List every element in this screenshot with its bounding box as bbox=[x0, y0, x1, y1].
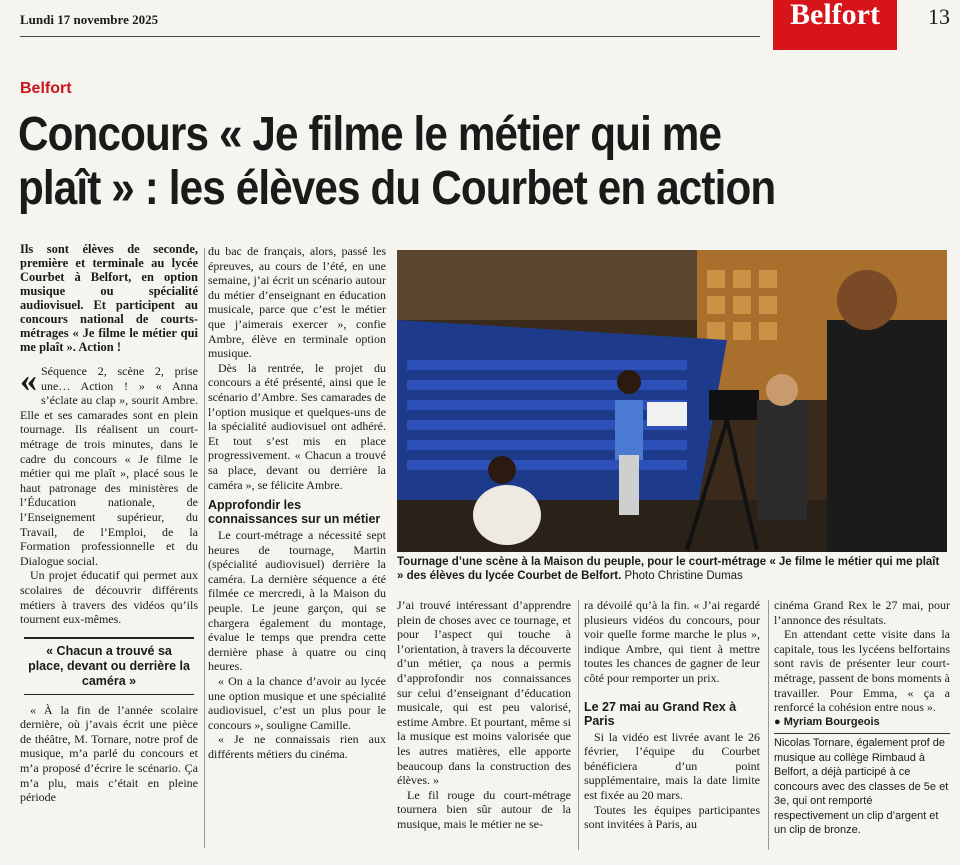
caption-text: Tournage d’une scène à la Maison du peuple, pour le court-métrage « Je filme le métier qui me plaît » des élèves du lycée Courbet de Belfort. bbox=[397, 556, 940, 582]
author-byline: ● Myriam Bourgeois bbox=[774, 715, 880, 728]
header-rule bbox=[20, 36, 760, 37]
article-photo bbox=[397, 250, 947, 552]
headline-line-1: Concours « Je filme le métier qui me bbox=[18, 108, 722, 161]
body-paragraph: cinéma Grand Rex le 27 mai, pour l’annonce des résultats. bbox=[774, 598, 950, 627]
body-paragraph: « Je ne connaissais rien aux différents métiers du cinéma. bbox=[208, 732, 386, 761]
body-paragraph: « On a la chance d’avoir au lycée une option musique et une spécialité audiovisuel, c’est un plus pour le concours », souligne Camille. bbox=[208, 674, 386, 732]
column-divider bbox=[578, 600, 579, 850]
column-3 bbox=[397, 598, 571, 832]
body-paragraph: Toutes les équipes participantes sont invitées à Paris, au bbox=[584, 802, 760, 832]
body-paragraph: « À la fin de l’année scolaire dernière, où j’avais écrit une pièce de théâtre, M. Tornare, notre prof de musique, m’a parlé du concours et m’a proposé d’écrire le scénario. Ça m’a plu, mais c’était en pleine période bbox=[20, 702, 198, 805]
photo-caption bbox=[397, 555, 947, 583]
column-1 bbox=[20, 242, 198, 805]
column-5 bbox=[774, 598, 950, 838]
issue-date: Lundi 17 novembre 2025 bbox=[20, 12, 159, 27]
body-paragraph: Un projet éducatif qui permet aux scolaires de découvrir différents métiers à travers des vidéos qu’ils tournent eux-mêmes. bbox=[20, 568, 198, 627]
photo-illustration bbox=[397, 250, 947, 552]
column-divider bbox=[768, 600, 769, 850]
section-flag: Belfort bbox=[773, 0, 897, 50]
quote-mark-icon: « bbox=[20, 362, 37, 399]
pull-quote: « Chacun a trouvé sa place, devant ou derrière la caméra » bbox=[24, 637, 194, 695]
body-paragraph: Dès la rentrée, le projet du concours a été présenté, ainsi que le scénario d’Ambre. Ses camarades de l’option musique et quelques-uns de la spécialité audiovisuel ont adhéré. Et tout s’est mis en place progressivement. « Chacun a trouvé sa place, devant ou derrière la caméra », se félicite Ambre. bbox=[208, 360, 386, 492]
column-2 bbox=[208, 244, 386, 762]
body-paragraph: Le court-métrage a nécessité sept heures de tournage, Martin (spécialité audiovisuel) derrière la caméra. La dernière séquence a été filmée ce mercredi, à la Maison du peuple. Le jeune garçon, qui se chargera également du montage, évalue le temps que prendra cette dernière phase à quatre ou cinq heures. bbox=[208, 528, 386, 674]
page-number: 13 bbox=[928, 4, 950, 29]
chapo: Ils sont élèves de seconde, première et terminale au lycée Courbet à Belfort, en option musique ou spécialité audiovisuel. Et participent au concours national de courts-métrages « Je filme le métier qui me plaît ». Action ! bbox=[20, 242, 198, 354]
subheading: Le 27 mai au Grand Rex à Paris bbox=[584, 699, 737, 728]
headline bbox=[18, 108, 841, 216]
side-note: Nicolas Tornare, également prof de musique au collège Rimbaud à Belfort, a déjà participé à ce concours avec des classes de 5e et 3e, qui ont remporté respectivement un clip d’argent et un clip de bronze. bbox=[774, 733, 950, 838]
body-paragraph: Le fil rouge du court-métrage tournera bien sûr autour de la musique, mais le métier ne se- bbox=[397, 787, 571, 831]
column-divider bbox=[204, 248, 205, 848]
photo-credit: Photo Christine Dumas bbox=[624, 570, 743, 582]
body-paragraph: Séquence 2, scène 2, prise une… Action ! » « Anna s’éclate au clap », sourit Ambre. Elle et ses camarades sont en plein tournage. Ils réalisent un court-métrage de trois minutes, dans le cadre du concours « Je filme le métier qui me plaît », placé sous le haut patronage des ministères de l’Éducation nationale, de l’Enseignement supérieur, du Travail, de l’Emploi, de la Formation professionnelle et du Dialogue social. bbox=[20, 364, 198, 568]
body-paragraph: du bac de français, alors, passé les épreuves, au cours de l’été, en une semaine, j’ai écrit un scénario autour du métier d’enseignant en éducation musicale, parce que c’est le métier que j’aimerais exercer », confie Ambre, élève en terminale option musique. bbox=[208, 244, 386, 361]
article-kicker: Belfort bbox=[20, 80, 72, 97]
body-paragraph: Si la vidéo est livrée avant le 26 février, l’équipe du Courbet bénéficiera d’un point supplémentaire, mais la date limite est fixée au 20 mars. bbox=[584, 729, 760, 802]
subheading: Approfondir les connaissances sur un métier bbox=[208, 498, 381, 527]
body-paragraph: ra dévoilé qu’à la fin. « J’ai regardé plusieurs vidéos du concours, pour voir quelle forme marche le plus », indique Ambre, qui tient à mettre toutes les chances de gagner de leur côté pour remporter un prix. bbox=[584, 598, 760, 685]
body-paragraph: J’ai trouvé intéressant d’apprendre plein de choses avec ce tournage, et pour l’aspect qui touche à l’orientation, à travers la découverte d’un métier, ça nous a permis d’approfondir nos connaissances sur celui d’enseignant d’éducation musicale, qui est peu valorisé, estime Ambre. Et pourtant, même si la musique est moins valorisée que les autres matières, elle apporte beaucoup dans la construction des élèves. » bbox=[397, 598, 571, 788]
headline-line-2: plaît » : les élèves du Courbet en action bbox=[18, 162, 776, 215]
column-4 bbox=[584, 598, 760, 832]
body-paragraph: En attendant cette visite dans la capitale, tous les lycéens belfortains sont ravis de présenter leur court-métrage, passent de bons moments à travailler. Pour Emma, « ça a renforcé la cohésion entre nous ». bbox=[774, 627, 950, 715]
